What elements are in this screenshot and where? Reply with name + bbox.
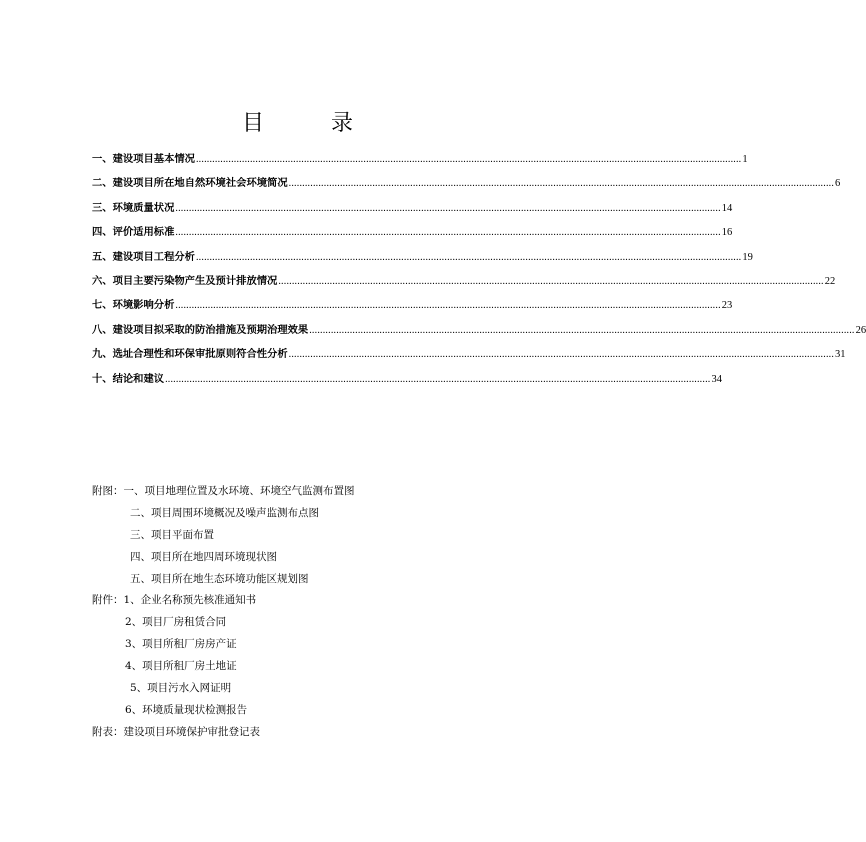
- toc-entry[interactable]: [92, 248, 753, 272]
- toc-entry[interactable]: [92, 370, 722, 394]
- toc-entry[interactable]: [92, 174, 841, 198]
- toc-entry-label: 八、建设项目拟采取的防治措施及预期治理效果: [92, 323, 309, 336]
- toc-leader: ..........................................................................................................................................................................................................: [175, 227, 721, 239]
- toc-entry-label: 七、环境影响分析: [92, 299, 175, 312]
- toc-entry-page: 26: [855, 324, 866, 336]
- figure-list-item: [92, 483, 532, 505]
- page-title: 目 录: [242, 111, 383, 136]
- annex-list: [92, 483, 532, 746]
- attachments-heading: 附件：: [92, 594, 124, 607]
- toc-leader: ..........................................................................................................................................................................................................: [165, 373, 711, 385]
- attachment-item: 1、企业名称预先核准通知书: [123, 594, 257, 607]
- toc-entry-label: 十、结论和建议: [92, 372, 165, 385]
- toc-entry[interactable]: [92, 296, 733, 320]
- appendix-table-text: 建设项目环境保护审批登记表: [123, 725, 260, 738]
- toc-entry-label: 一、建设项目基本情况: [92, 153, 195, 165]
- toc-entry[interactable]: [92, 199, 733, 223]
- toc-entry[interactable]: [92, 345, 846, 369]
- toc-leader: ..........................................................................................................................................................................................................: [278, 275, 824, 287]
- figure-list-item: 五、项目所在地生态环境功能区规划图: [130, 572, 309, 585]
- figure-list-item: 二、项目周围环境概况及噪声监测布点图: [130, 506, 319, 519]
- toc-entry[interactable]: [92, 272, 836, 296]
- attachment-list-item: 2、项目厂房租赁合同: [125, 616, 227, 629]
- toc-entry-label: 五、建设项目工程分析: [92, 250, 195, 263]
- toc-leader: ..........................................................................................................................................................................................................: [195, 251, 742, 263]
- table-of-contents: [92, 150, 866, 394]
- toc-entry-page: 19: [742, 251, 753, 263]
- toc-entry[interactable]: [92, 223, 733, 247]
- toc-entry-page: 16: [721, 227, 733, 239]
- toc-entry-page: 31: [835, 349, 846, 361]
- toc-leader: ..........................................................................................................................................................................................................: [288, 178, 835, 190]
- toc-leader: ..........................................................................................................................................................................................................: [195, 154, 742, 165]
- toc-entry-label: 六、项目主要污染物产生及预计排放情况: [92, 274, 278, 287]
- toc-entry-label: 四、评价适用标准: [92, 226, 175, 239]
- toc-entry-label: 二、建设项目所在地自然环境社会环境简况: [92, 177, 288, 190]
- attachment-list-item: 6、环境质量现状检测报告: [125, 703, 248, 716]
- figures-heading: 附图：: [92, 485, 124, 497]
- toc-leader: ..........................................................................................................................................................................................................: [309, 324, 855, 336]
- toc-entry-page: 14: [721, 202, 733, 214]
- toc-leader: ..........................................................................................................................................................................................................: [175, 300, 721, 312]
- toc-entry[interactable]: [92, 321, 866, 345]
- toc-entry[interactable]: [92, 150, 748, 174]
- toc-entry-page: 23: [721, 300, 733, 312]
- figure-list-item: 四、项目所在地四周环境现状图: [130, 550, 277, 563]
- attachment-list-item: 4、项目所租厂房土地证: [125, 660, 237, 673]
- appendix-table-heading: 附表：: [92, 725, 124, 738]
- figure-list-item: 三、项目平面布置: [130, 528, 214, 541]
- toc-entry-page: 6: [835, 178, 841, 190]
- appendix-table-item: [92, 724, 532, 746]
- toc-entry-label: 三、环境质量状况: [92, 201, 175, 214]
- attachment-list-item: [92, 592, 532, 614]
- toc-leader: ..........................................................................................................................................................................................................: [288, 349, 835, 361]
- toc-entry-page: 1: [742, 154, 748, 165]
- figure-item: 一、项目地理位置及水环境、环境空气监测布置图: [123, 485, 355, 497]
- toc-entry-label: 九、选址合理性和环保审批原则符合性分析: [92, 348, 288, 361]
- attachment-list-item: 5、项目污水入网证明: [130, 682, 232, 695]
- toc-entry-page: 22: [824, 275, 836, 287]
- toc-leader: ..........................................................................................................................................................................................................: [175, 202, 721, 214]
- attachment-list-item: 3、项目所租厂房房产证: [125, 638, 237, 651]
- toc-entry-page: 34: [711, 373, 722, 385]
